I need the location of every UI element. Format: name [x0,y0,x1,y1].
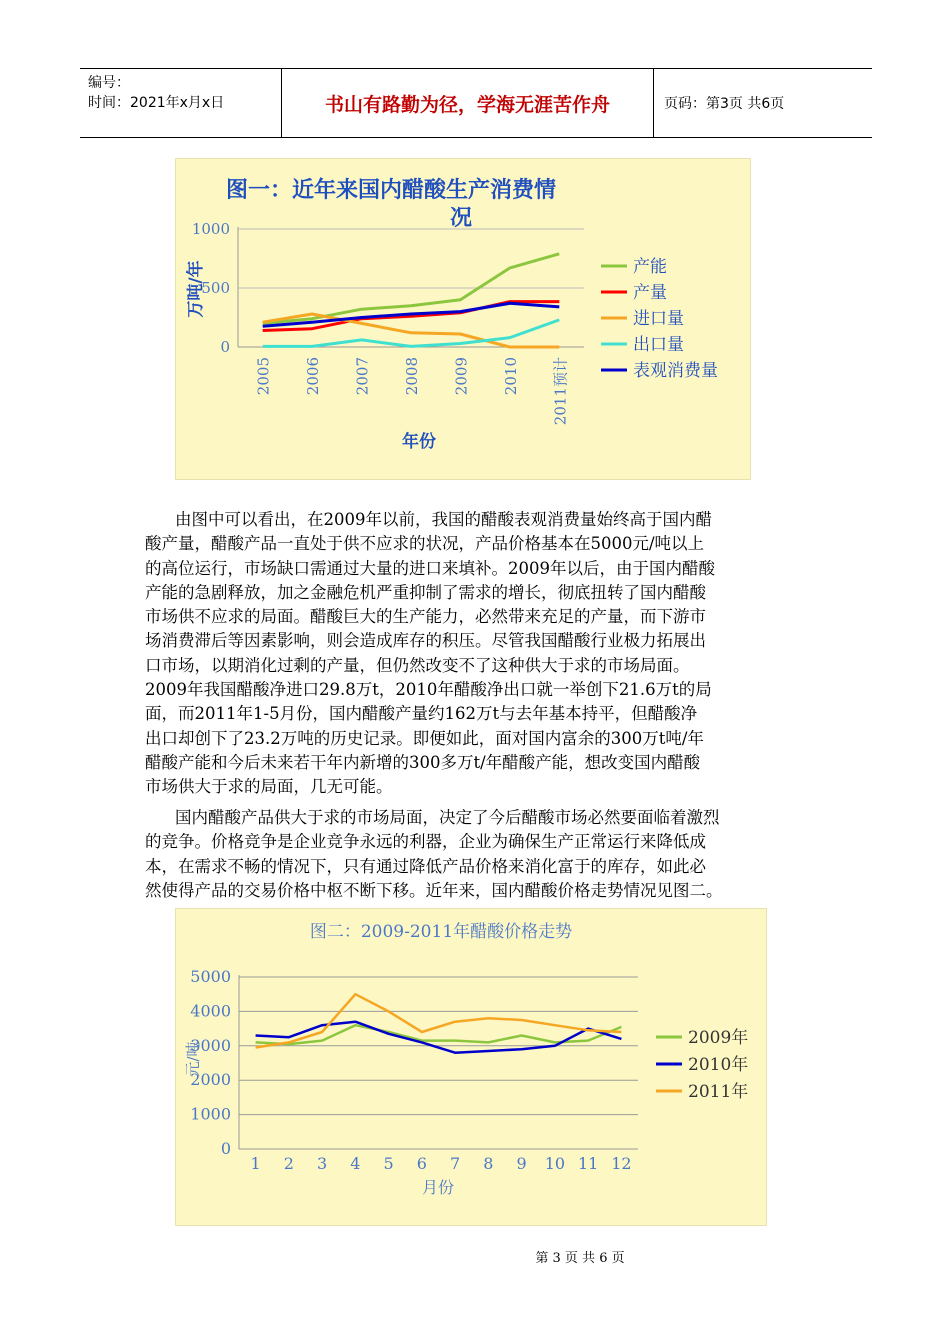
c1-xtick-label: 2008 [403,357,421,396]
paragraph1-line: 由图中可以看出，在2009年以前，我国的醋酸表观消费量始终高于国内醋 [175,510,712,529]
c1-ytick-label: 1000 [191,220,230,238]
paragraph1-line: 产能的急剧释放，加之金融危机严重抑制了需求的增长，彻底扭转了国内醋酸 [145,582,706,602]
time-label: 时间：2021年x月x日 [88,95,225,111]
c2-xtick-label: 11 [577,1154,599,1173]
chart1-xlabel: 年份 [402,432,436,452]
paragraph1-line: 场消费滞后等因素影响，则会造成库存的积压。尽管我国醋酸行业极力拓展出 [145,631,706,651]
c2-ytick-label: 1000 [190,1104,231,1124]
c1-xtick-label: 2011预计 [551,357,570,426]
c1-legend-label: 产能 [633,257,667,277]
c2-legend-label: 2009年 [688,1028,749,1048]
chart2-title: 图二：2009-2011年醋酸价格走势 [309,922,573,942]
paragraph1-line: 2009年我国醋酸净进口29.8万t，2010年醋酸净出口就一举创下21.6万t的局 [145,680,712,700]
paragraph1-line: 醋酸产能和今后未来若干年内新增的300多万t/年醋酸产能，想改变国内醋酸 [145,752,701,772]
paragraph1-line: 出口却创下了23.2万吨的历史记录。即便如此，面对国内富余的300万t吨/年 [145,728,704,748]
chart1-ylabel: 万吨/年 [186,260,206,318]
c2-legend-label: 2010年 [688,1055,749,1075]
c2-ytick-label: 4000 [190,1001,231,1021]
paragraph2-line: 的竞争。价格竞争是企业竞争永远的利器，企业为确保生产正常运行来降低成 [145,832,706,852]
paragraph1-line: 市场供不应求的局面。醋酸巨大的生产能力，必然带来充足的产量，而下游市 [145,607,706,627]
c2-ytick-label: 0 [220,1139,231,1158]
paragraph2-line: 国内醋酸产品供大于求的市场局面，决定了今后醋酸市场必然要面临着激烈 [175,808,720,827]
c1-ytick-label: 500 [201,279,230,297]
paragraph1-line: 酸产量，醋酸产品一直处于供不应求的状况，产品价格基本在5000元/吨以上 [145,534,705,554]
c1-ytick-label: 0 [220,338,230,356]
c1-legend-label: 出口量 [633,335,684,355]
chart2-svg [176,909,766,1225]
page-footer: 第 3 页 共 6 页 [535,1251,625,1266]
chart1-title-line2: 况 [449,205,473,231]
chart1-title-line1: 图一：近年来国内醋酸生产消费情 [225,177,557,203]
c2-xtick-label: 2 [283,1154,294,1173]
paragraph1-line: 口市场，以期消化过剩的产量，但仍然改变不了这种供大于求的市场局面。 [145,655,690,675]
chart-price-trend [175,908,767,1226]
c2-legend-label: 2011年 [688,1082,749,1102]
paragraph1-line: 的高位运行，市场缺口需通过大量的进口来填补。2009年以后，由于国内醋酸 [145,558,715,578]
c1-legend-label: 进口量 [633,309,684,329]
c2-xtick-label: 7 [450,1154,461,1173]
c2-xtick-label: 8 [483,1154,494,1173]
header-meta [80,69,282,137]
c2-xtick-label: 1 [250,1154,261,1173]
c2-xtick-label: 5 [383,1154,394,1173]
chart-production-consumption [175,158,751,480]
paragraph-analysis [145,508,810,800]
paragraph-competition [145,806,810,903]
c2-xtick-label: 12 [611,1154,632,1173]
paragraph1-line: 市场供大于求的局面，几无可能。 [145,777,393,797]
c2-xtick-label: 6 [416,1154,427,1173]
c2-xtick-label: 9 [516,1154,527,1173]
c1-xtick-label: 2009 [452,357,471,396]
c1-xtick-label: 2010 [501,357,520,396]
c1-xtick-label: 2005 [254,357,273,396]
chart2-ylabel: 元/吨 [184,1041,202,1077]
c2-xtick-label: 4 [350,1154,361,1173]
c2-ytick-label: 2000 [190,1070,231,1090]
c1-xtick-label: 2007 [353,357,372,396]
header-motto: 书山有路勤为径，学海无涯苦作舟 [282,69,654,137]
header-page-info: 页码：第3页 共6页 [664,96,785,112]
paragraph2-line: 本，在需求不畅的情况下，只有通过降低产品价格来消化富于的库存，如此必 [145,856,706,876]
c1-legend-label: 产量 [633,283,667,303]
c2-ytick-label: 3000 [190,1035,231,1055]
page-header [80,68,872,138]
c2-xtick-label: 3 [317,1154,328,1173]
c1-legend-label: 表观消费量 [633,361,718,381]
chart1-svg [176,159,750,479]
c2-ytick-label: 5000 [190,967,231,986]
paragraph2-line: 然使得产品的交易价格中枢不断下移。近年来，国内醋酸价格走势情况见图二。 [145,880,723,900]
c1-xtick-label: 2006 [304,357,323,396]
serial-label: 编号： [88,75,130,91]
c2-xtick-label: 10 [544,1154,566,1173]
chart2-xlabel: 月份 [421,1178,455,1197]
paragraph1-line: 面，而2011年1-5月份，国内醋酸产量约162万t与去年基本持平，但醋酸净 [145,704,698,724]
